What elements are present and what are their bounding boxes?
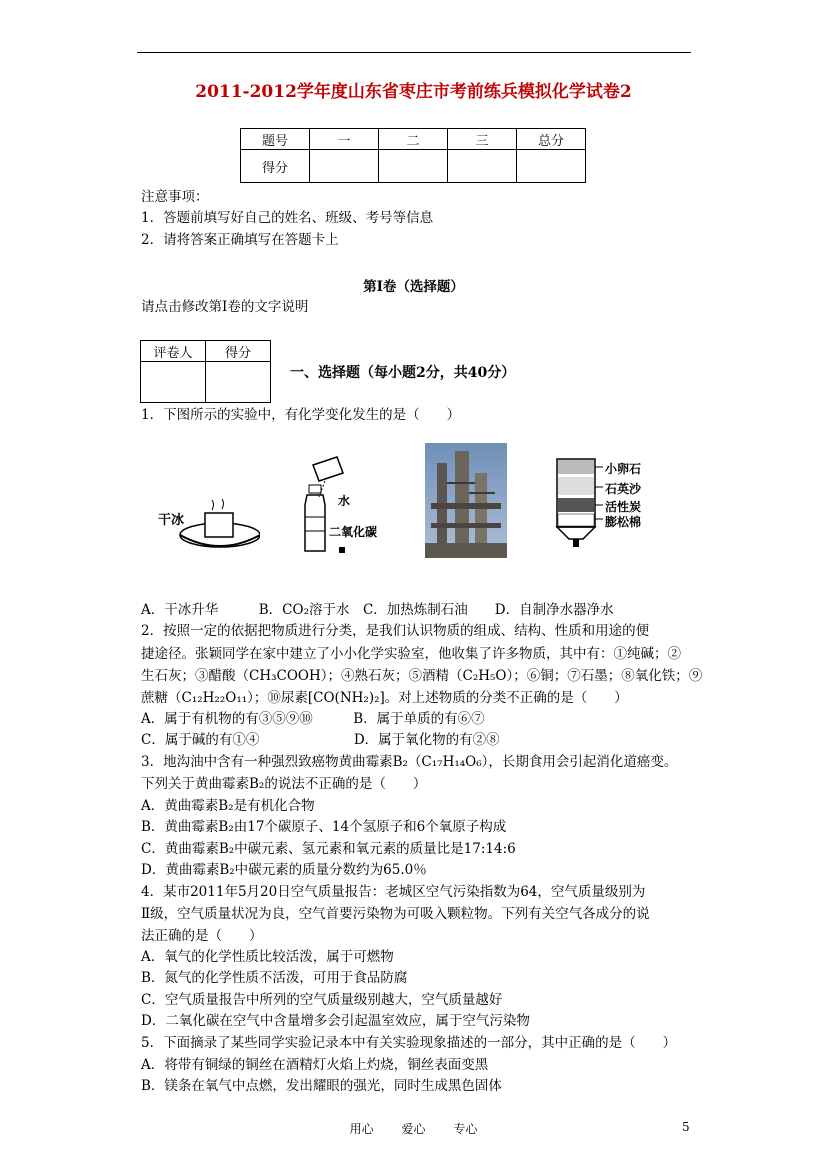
question-4-option: B．氮气的化学性质不活泼，可用于食品防腐 [141, 970, 408, 986]
refinery-illustration [425, 443, 507, 558]
question-4-option: A．氧气的化学性质比较活泼，属于可燃物 [141, 949, 394, 965]
refinery-photo [425, 443, 507, 558]
filter-layer-label: 石英沙 [605, 482, 642, 496]
question-2-option: C．属于碱的有①④ D．属于氧化物的有②⑧ [141, 732, 500, 748]
question-3-option: D．黄曲霉素B₂中碳元素的质量分数约为65.0％ [141, 862, 427, 878]
filter-layer-label: 膨松棉 [605, 515, 642, 529]
score-header-cell: 一 [310, 129, 379, 150]
filter-layer-label: 活性炭 [605, 500, 642, 514]
grader-label: 评卷人 [141, 341, 206, 362]
note-item: 2．请将答案正确填写在答题卡上 [141, 232, 339, 248]
bottle-figure [295, 455, 405, 560]
question-5-option: A．将带有铜绿的铜丝在酒精灯火焰上灼烧，铜丝表面变黑 [141, 1057, 489, 1073]
question-5-line: 5．下面摘录了某些同学实验记录本中有关实验现象描述的一部分，其中正确的是（ ） [141, 1035, 677, 1051]
question-3-line: 3．地沟油中含有一种强烈致癌物黄曲霉素B₂（C₁₇H₁₄O₆），长期食用会引起消化道癌变。 [141, 754, 678, 770]
footer-motto: 用心 [349, 1122, 374, 1136]
part1-description[interactable]: 请点击修改第I卷的文字说明 [141, 299, 309, 315]
score-header-cell: 三 [448, 129, 517, 150]
question-3-option: A．黄曲霉素B₂是有机化合物 [141, 798, 315, 814]
question-4-line: 4．某市2011年5月20日空气质量报告：老城区空气污染指数为64，空气质量级别为 [141, 884, 646, 900]
grader-score-label: 得分 [206, 341, 271, 362]
grader-table [140, 340, 271, 403]
question-4-option: C．空气质量报告中所列的空气质量级别越大，空气质量越好 [141, 992, 503, 1008]
dry-ice-label: 干冰 [158, 513, 185, 528]
page-title: 2011-2012学年度山东省枣庄市考前练兵模拟化学试卷2 [195, 82, 632, 102]
section-heading: 一、选择题（每小题2分，共40分） [290, 365, 516, 381]
question-2-line: 捷途径。张颖同学在家中建立了小小化学实验室，他收集了许多物质，其中有：①纯碱；② [141, 646, 681, 662]
dry-ice-figure [150, 495, 260, 555]
header-rule [137, 52, 691, 53]
notes-title: 注意事项： [141, 189, 209, 205]
score-cell[interactable] [448, 150, 517, 183]
score-cell[interactable] [517, 150, 586, 183]
question-2-option: A．属于有机物的有③⑤⑨⑩ B．属于单质的有⑥⑦ [141, 711, 485, 727]
question-4-option: D．二氧化碳在空气中含量增多会引起温室效应，属于空气污染物 [141, 1013, 530, 1029]
part1-title: 第I卷（选择题） [363, 279, 464, 295]
question-3-option: C．黄曲霉素B₂中碳元素、氢元素和氧元素的质量比是17:14:6 [141, 841, 516, 857]
footer-motto: 专心 [453, 1122, 478, 1136]
score-header-cell: 二 [379, 129, 448, 150]
score-row-label: 得分 [241, 150, 310, 183]
question-4-line: Ⅱ级，空气质量状况为良，空气首要污染物为可吸入颗粒物。下列有关空气各成分的说 [141, 906, 650, 922]
score-cell[interactable] [310, 150, 379, 183]
score-table [240, 128, 586, 183]
note-item: 1．答题前填写好自己的姓名、班级、考号等信息 [141, 210, 434, 226]
question-3-line: 下列关于黄曲霉素B₂的说法不正确的是（ ） [141, 776, 427, 792]
co2-label: 二氧化碳 [329, 525, 378, 539]
question-3-option: B．黄曲霉素B₂由17个碳原子、14个氢原子和6个氧原子构成 [141, 819, 507, 835]
grader-cell[interactable] [141, 362, 206, 403]
water-label: 水 [338, 494, 351, 508]
question-5-option: B．镁条在氧气中点燃，发出耀眼的强光，同时生成黑色固体 [141, 1078, 502, 1094]
question-1-options: A．干冰升华 B．CO₂溶于水 C．加热炼制石油 D．自制净水器净水 [141, 602, 614, 618]
score-header-cell: 总分 [517, 129, 586, 150]
question-1: 1．下图所示的实验中，有化学变化发生的是（ ） [141, 407, 461, 423]
footer-motto: 爱心 [401, 1122, 426, 1136]
water-filter-figure [553, 455, 673, 555]
page-footer [0, 1120, 827, 1137]
question-4-line: 法正确的是（ ） [141, 928, 263, 944]
question-2-line: 生石灰；③醋酸（CH₃COOH）；④熟石灰；⑤酒精（C₂H₅O）；⑥铜；⑦石墨；⑧氧化铁；⑨ [141, 668, 703, 684]
score-header-cell: 题号 [241, 129, 310, 150]
question-2-line: 2．按照一定的依据把物质进行分类，是我们认识物质的组成、结构、性质和用途的便 [141, 623, 650, 639]
filter-layer-label: 小卵石 [605, 462, 642, 476]
page-number: 5 [682, 1120, 690, 1134]
grader-cell[interactable] [206, 362, 271, 403]
question-2-line: 蔗糖（C₁₂H₂₂O₁₁）；⑩尿素[CO(NH₂)₂]。对上述物质的分类不正确的是（ ） [141, 690, 628, 706]
score-cell[interactable] [379, 150, 448, 183]
